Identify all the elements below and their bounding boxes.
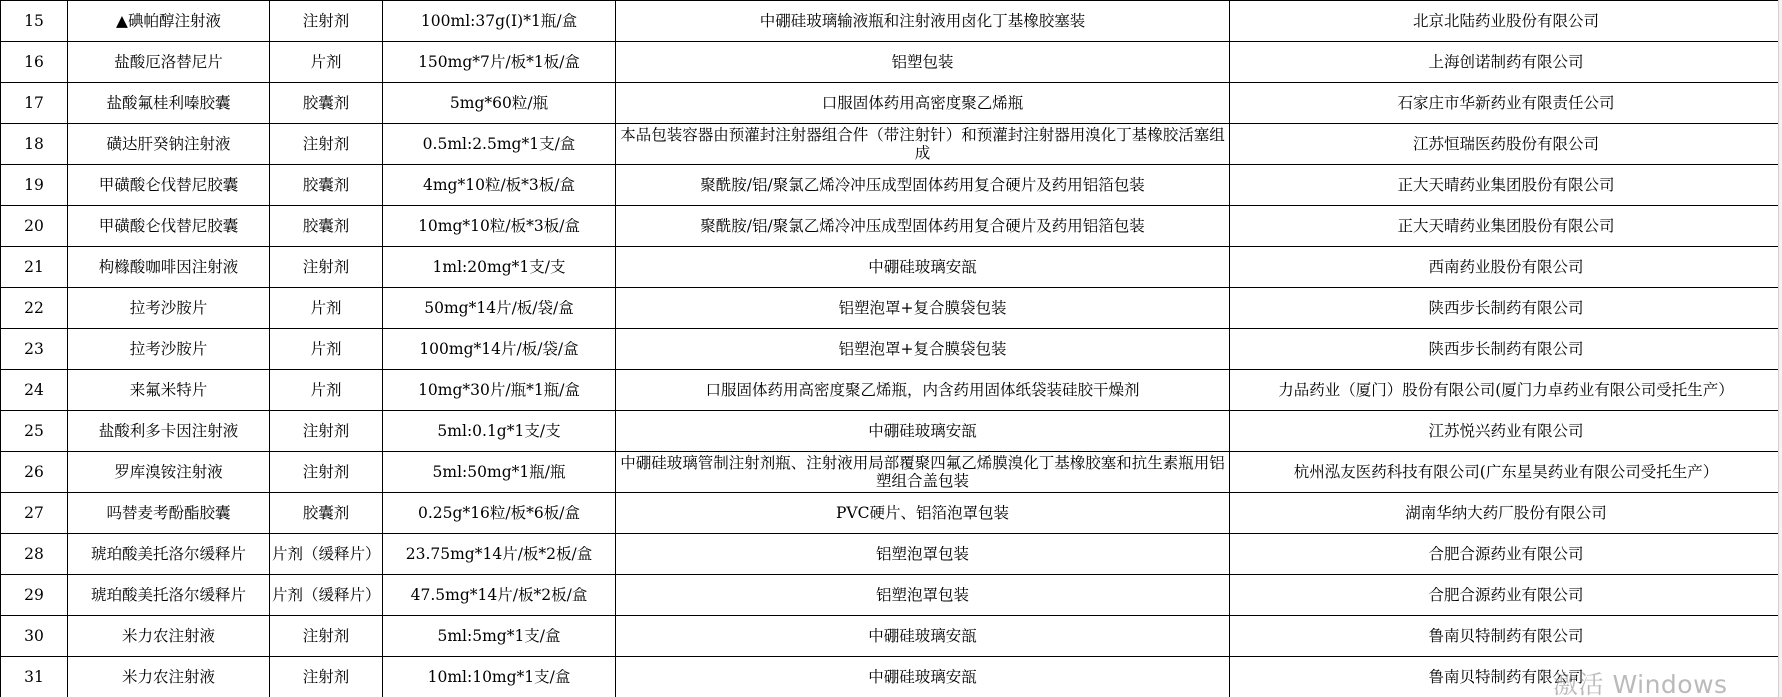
- cell-no[interactable]: 30: [1, 616, 68, 657]
- table-row: [1, 1, 1782, 42]
- cell-manufacturer[interactable]: 江苏恒瑞医药股份有限公司: [1230, 124, 1782, 165]
- cell-packaging[interactable]: 铝塑泡罩包装: [616, 534, 1230, 575]
- cell-no[interactable]: 29: [1, 575, 68, 616]
- table-row: [1, 206, 1782, 247]
- cell-packaging[interactable]: 铝塑泡罩+复合膜袋包装: [616, 288, 1230, 329]
- cell-specification[interactable]: 10mg*30片/瓶*1瓶/盒: [383, 370, 616, 411]
- cell-dosage-form[interactable]: 片剂（缓释片）: [270, 534, 383, 575]
- cell-manufacturer[interactable]: 鲁南贝特制药有限公司: [1230, 657, 1782, 697]
- table-body: [1, 1, 1782, 697]
- cell-specification[interactable]: 47.5mg*14片/板*2板/盒: [383, 575, 616, 616]
- cell-specification[interactable]: 1ml:20mg*1支/支: [383, 247, 616, 288]
- cell-packaging[interactable]: 中硼硅玻璃安瓿: [616, 411, 1230, 452]
- cell-no[interactable]: 18: [1, 124, 68, 165]
- cell-specification[interactable]: 0.25g*16粒/板*6板/盒: [383, 493, 616, 534]
- cell-no[interactable]: 21: [1, 247, 68, 288]
- cell-no[interactable]: 20: [1, 206, 68, 247]
- cell-packaging[interactable]: 中硼硅玻璃安瓿: [616, 247, 1230, 288]
- table-row: [1, 370, 1782, 411]
- cell-drug-name[interactable]: 琥珀酸美托洛尔缓释片: [68, 575, 270, 616]
- cell-no[interactable]: 31: [1, 657, 68, 697]
- cell-manufacturer[interactable]: 江苏悦兴药业有限公司: [1230, 411, 1782, 452]
- window-edge: [1778, 0, 1782, 697]
- cell-packaging[interactable]: 铝塑泡罩包装: [616, 575, 1230, 616]
- cell-manufacturer[interactable]: 陕西步长制药有限公司: [1230, 288, 1782, 329]
- cell-no[interactable]: 28: [1, 534, 68, 575]
- cell-drug-name[interactable]: 枸橼酸咖啡因注射液: [68, 247, 270, 288]
- cell-no[interactable]: 22: [1, 288, 68, 329]
- cell-dosage-form[interactable]: 注射剂: [270, 452, 383, 493]
- cell-no[interactable]: 24: [1, 370, 68, 411]
- cell-drug-name[interactable]: 吗替麦考酚酯胶囊: [68, 493, 270, 534]
- cell-dosage-form[interactable]: 片剂: [270, 329, 383, 370]
- table-row: [1, 247, 1782, 288]
- cell-packaging[interactable]: PVC硬片、铝箔泡罩包装: [616, 493, 1230, 534]
- cell-drug-name[interactable]: 磺达肝癸钠注射液: [68, 124, 270, 165]
- cell-manufacturer[interactable]: 合肥合源药业有限公司: [1230, 534, 1782, 575]
- cell-dosage-form[interactable]: 注射剂: [270, 247, 383, 288]
- cell-drug-name[interactable]: 盐酸氟桂利嗪胶囊: [68, 83, 270, 124]
- cell-specification[interactable]: 50mg*14片/板/袋/盒: [383, 288, 616, 329]
- cell-specification[interactable]: 5ml:50mg*1瓶/瓶: [383, 452, 616, 493]
- table-row: [1, 657, 1782, 697]
- cell-drug-name[interactable]: 甲磺酸仑伐替尼胶囊: [68, 206, 270, 247]
- cell-drug-name[interactable]: 琥珀酸美托洛尔缓释片: [68, 534, 270, 575]
- cell-no[interactable]: 16: [1, 42, 68, 83]
- cell-packaging[interactable]: 本品包装容器由预灌封注射器组合件（带注射针）和预灌封注射器用溴化丁基橡胶活塞组成: [616, 124, 1230, 165]
- cell-specification[interactable]: 10mg*10粒/板*3板/盒: [383, 206, 616, 247]
- cell-packaging[interactable]: 聚酰胺/铝/聚氯乙烯冷冲压成型固体药用复合硬片及药用铝箔包装: [616, 206, 1230, 247]
- cell-packaging[interactable]: 铝塑泡罩+复合膜袋包装: [616, 329, 1230, 370]
- table-row: [1, 165, 1782, 206]
- cell-dosage-form[interactable]: 胶囊剂: [270, 206, 383, 247]
- cell-packaging[interactable]: 铝塑包装: [616, 42, 1230, 83]
- cell-packaging[interactable]: 口服固体药用高密度聚乙烯瓶: [616, 83, 1230, 124]
- cell-drug-name[interactable]: 拉考沙胺片: [68, 288, 270, 329]
- cell-drug-name[interactable]: 盐酸利多卡因注射液: [68, 411, 270, 452]
- cell-manufacturer[interactable]: 杭州泓友医药科技有限公司(广东星昊药业有限公司受托生产）: [1230, 452, 1782, 493]
- cell-packaging[interactable]: 口服固体药用高密度聚乙烯瓶，内含药用固体纸袋装硅胶干燥剂: [616, 370, 1230, 411]
- cell-no[interactable]: 23: [1, 329, 68, 370]
- cell-manufacturer[interactable]: 西南药业股份有限公司: [1230, 247, 1782, 288]
- cell-drug-name[interactable]: 米力农注射液: [68, 616, 270, 657]
- table-row: [1, 616, 1782, 657]
- cell-packaging[interactable]: 中硼硅玻璃管制注射剂瓶、注射液用局部覆聚四氟乙烯膜溴化丁基橡胶塞和抗生素瓶用铝塑组合盖包装: [616, 452, 1230, 493]
- cell-drug-name[interactable]: 盐酸厄洛替尼片: [68, 42, 270, 83]
- table-row: [1, 575, 1782, 616]
- cell-dosage-form[interactable]: 注射剂: [270, 616, 383, 657]
- cell-no[interactable]: 26: [1, 452, 68, 493]
- cell-drug-name[interactable]: 来氟米特片: [68, 370, 270, 411]
- cell-dosage-form[interactable]: 片剂: [270, 42, 383, 83]
- cell-manufacturer[interactable]: 鲁南贝特制药有限公司: [1230, 616, 1782, 657]
- table-row: [1, 42, 1782, 83]
- cell-manufacturer[interactable]: 力品药业（厦门）股份有限公司(厦门力卓药业有限公司受托生产）: [1230, 370, 1782, 411]
- activation-watermark: 激活 Windows: [1553, 670, 1728, 697]
- cell-dosage-form[interactable]: 片剂: [270, 370, 383, 411]
- cell-packaging[interactable]: 聚酰胺/铝/聚氯乙烯冷冲压成型固体药用复合硬片及药用铝箔包装: [616, 165, 1230, 206]
- cell-dosage-form[interactable]: 胶囊剂: [270, 165, 383, 206]
- cell-drug-name[interactable]: 罗库溴铵注射液: [68, 452, 270, 493]
- cell-dosage-form[interactable]: 注射剂: [270, 657, 383, 697]
- cell-manufacturer[interactable]: 北京北陆药业股份有限公司: [1230, 1, 1782, 42]
- cell-no[interactable]: 17: [1, 83, 68, 124]
- cell-dosage-form[interactable]: 注射剂: [270, 124, 383, 165]
- cell-packaging[interactable]: 中硼硅玻璃安瓿: [616, 657, 1230, 697]
- cell-specification[interactable]: 100ml:37g(I)*1瓶/盒: [383, 1, 616, 42]
- cell-specification[interactable]: 10ml:10mg*1支/盒: [383, 657, 616, 697]
- cell-no[interactable]: 15: [1, 1, 68, 42]
- cell-specification[interactable]: 23.75mg*14片/板*2板/盒: [383, 534, 616, 575]
- cell-manufacturer[interactable]: 上海创诺制药有限公司: [1230, 42, 1782, 83]
- table-row: [1, 452, 1782, 493]
- cell-dosage-form[interactable]: 片剂（缓释片）: [270, 575, 383, 616]
- table-row: [1, 329, 1782, 370]
- cell-manufacturer[interactable]: 合肥合源药业有限公司: [1230, 575, 1782, 616]
- cell-specification[interactable]: 100mg*14片/板/袋/盒: [383, 329, 616, 370]
- cell-packaging[interactable]: 中硼硅玻璃安瓿: [616, 616, 1230, 657]
- cell-no[interactable]: 19: [1, 165, 68, 206]
- cell-packaging[interactable]: 中硼硅玻璃输液瓶和注射液用卤化丁基橡胶塞装: [616, 1, 1230, 42]
- cell-drug-name[interactable]: 米力农注射液: [68, 657, 270, 697]
- cell-dosage-form[interactable]: 片剂: [270, 288, 383, 329]
- cell-specification[interactable]: 0.5ml:2.5mg*1支/盒: [383, 124, 616, 165]
- cell-specification[interactable]: 150mg*7片/板*1板/盒: [383, 42, 616, 83]
- cell-dosage-form[interactable]: 注射剂: [270, 411, 383, 452]
- cell-specification[interactable]: 5ml:5mg*1支/盒: [383, 616, 616, 657]
- cell-manufacturer[interactable]: 正大天晴药业集团股份有限公司: [1230, 165, 1782, 206]
- cell-dosage-form[interactable]: 胶囊剂: [270, 83, 383, 124]
- cell-dosage-form[interactable]: 注射剂: [270, 1, 383, 42]
- cell-manufacturer[interactable]: 湖南华纳大药厂股份有限公司: [1230, 493, 1782, 534]
- cell-specification[interactable]: 4mg*10粒/板*3板/盒: [383, 165, 616, 206]
- cell-no[interactable]: 25: [1, 411, 68, 452]
- cell-drug-name[interactable]: 甲磺酸仑伐替尼胶囊: [68, 165, 270, 206]
- cell-drug-name[interactable]: 拉考沙胺片: [68, 329, 270, 370]
- table-row: [1, 534, 1782, 575]
- table-row: [1, 124, 1782, 165]
- cell-dosage-form[interactable]: 胶囊剂: [270, 493, 383, 534]
- cell-manufacturer[interactable]: 正大天晴药业集团股份有限公司: [1230, 206, 1782, 247]
- cell-manufacturer[interactable]: 陕西步长制药有限公司: [1230, 329, 1782, 370]
- table-row: [1, 288, 1782, 329]
- cell-specification[interactable]: 5mg*60粒/瓶: [383, 83, 616, 124]
- table-row: [1, 493, 1782, 534]
- table-row: [1, 411, 1782, 452]
- cell-drug-name[interactable]: ▲碘帕醇注射液: [68, 1, 270, 42]
- table-row: [1, 83, 1782, 124]
- cell-no[interactable]: 27: [1, 493, 68, 534]
- cell-specification[interactable]: 5ml:0.1g*1支/支: [383, 411, 616, 452]
- cell-manufacturer[interactable]: 石家庄市华新药业有限责任公司: [1230, 83, 1782, 124]
